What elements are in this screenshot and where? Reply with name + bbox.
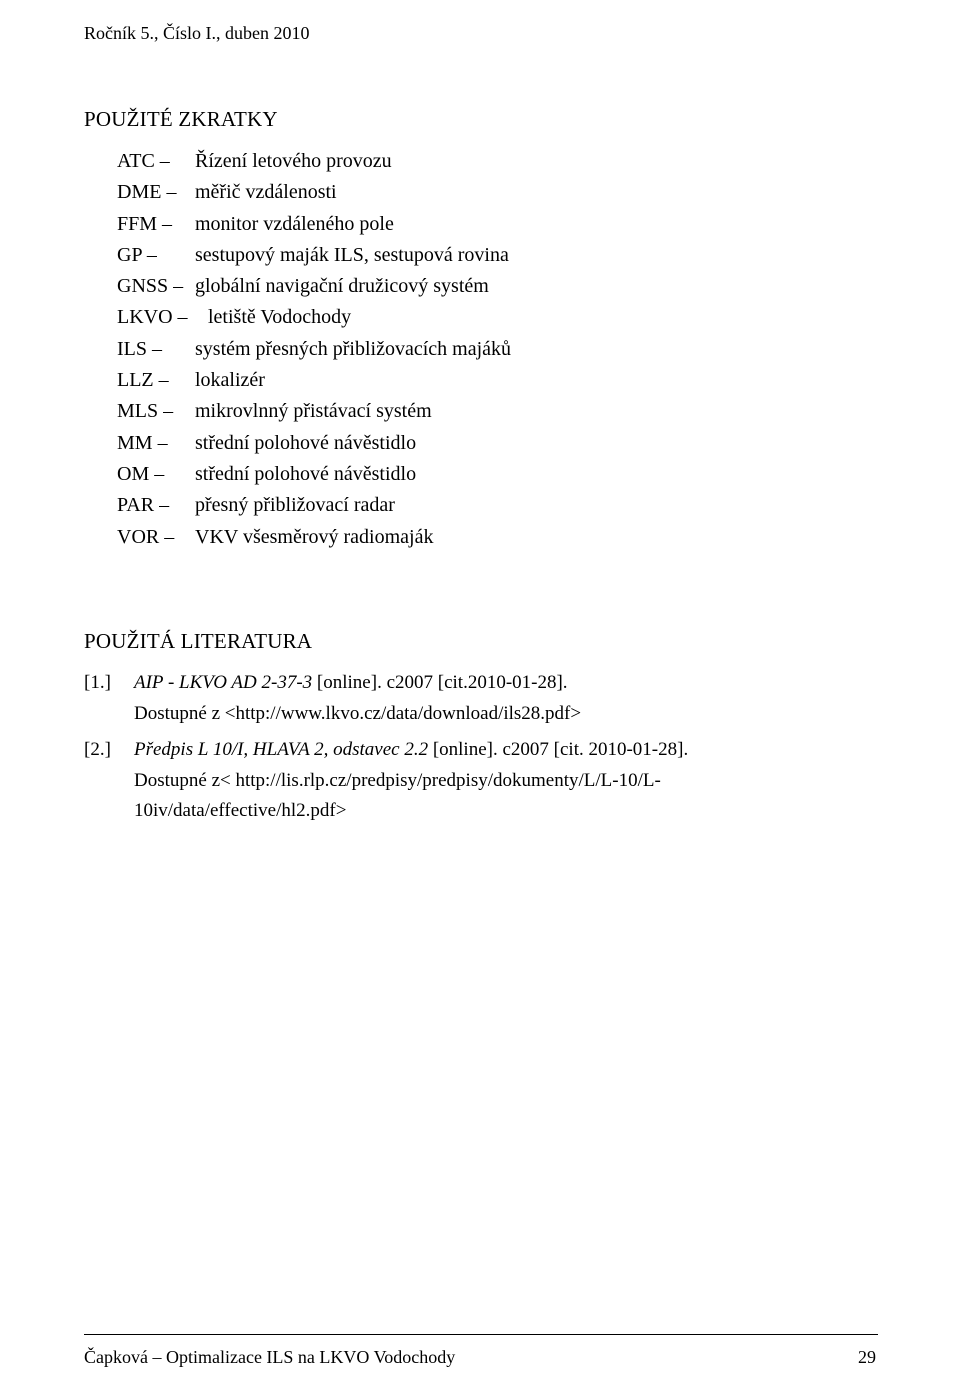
abbreviation-code: DME – (117, 181, 177, 204)
abbreviation-item (117, 365, 265, 396)
reference-first-line (134, 733, 814, 766)
abbreviation-description: přesný přibližovací radar (195, 494, 395, 517)
abbreviation-description: letiště Vodochody (208, 306, 352, 329)
reference-citation: [online]. c2007 [cit. 2010-01-28]. (428, 739, 689, 760)
abbreviation-item (117, 522, 434, 553)
abbreviation-code: PAR – (117, 494, 170, 517)
running-header: Ročník 5., Číslo I., duben 2010 (84, 23, 310, 43)
abbreviation-code: LKVO – (117, 306, 188, 329)
reference-link-line: Dostupné z< http://lis.rlp.cz/predpisy/predpisy/dokumenty/L/L-10/L- (134, 770, 661, 791)
abbreviation-item (117, 146, 392, 177)
abbreviation-item (117, 459, 417, 490)
abbreviation-description: střední polohové návěstidlo (195, 431, 417, 454)
abbreviation-code: GNSS – (117, 275, 184, 298)
abbreviation-code: MLS – (117, 400, 174, 423)
reference-citation: [online]. c2007 [cit.2010-01-28]. (312, 672, 568, 693)
abbreviation-code: MM – (117, 431, 168, 454)
abbreviation-description: systém přesných přibližovacích majáků (195, 337, 512, 360)
abbreviation-code: FFM – (117, 212, 173, 235)
page-number: 29 (858, 1347, 876, 1367)
footer-title: Čapková – Optimalizace ILS na LKVO Vodochody (84, 1347, 456, 1367)
abbreviation-description: globální navigační družicový systém (195, 275, 489, 298)
reference-title: AIP - LKVO AD 2-37-3 (134, 672, 313, 693)
abbreviation-item (117, 396, 432, 427)
abbreviation-item (117, 240, 509, 271)
abbreviation-code: GP – (117, 243, 157, 266)
abbreviation-item (117, 490, 395, 521)
abbreviation-item (117, 177, 337, 208)
reference-link-line: 10iv/data/effective/hl2.pdf> (134, 800, 347, 821)
abbreviation-code: VOR – (117, 525, 175, 548)
abbreviation-item (117, 209, 394, 240)
reference-number: [1.] (84, 672, 111, 693)
abbreviation-code: ILS – (117, 337, 162, 360)
reference-number: [2.] (84, 739, 111, 760)
abbreviation-description: střední polohové návěstidlo (195, 462, 417, 485)
abbreviation-item (117, 334, 512, 365)
reference-first-line (134, 666, 814, 699)
abbreviation-item (117, 428, 417, 459)
abbreviation-code: ATC – (117, 150, 170, 172)
reference-link-line: Dostupné z <http://www.lkvo.cz/data/download/ils28.pdf> (134, 703, 582, 724)
footer-divider (84, 1334, 878, 1335)
abbreviation-description: mikrovlnný přistávací systém (195, 400, 432, 423)
abbreviation-list (117, 146, 512, 553)
abbreviation-code: LLZ – (117, 369, 169, 392)
abbreviation-description: sestupový maják ILS, sestupová rovina (195, 243, 509, 266)
reference-body (134, 733, 814, 826)
abbreviation-description: Řízení letového provozu (195, 150, 392, 172)
reference-title: Předpis L 10/I, HLAVA 2, odstavec 2.2 (134, 739, 429, 760)
abbreviation-item (117, 271, 489, 302)
abbreviation-description: měřič vzdálenosti (195, 181, 337, 204)
abbreviation-description: lokalizér (195, 369, 265, 392)
literature-heading: POUŽITÁ LITERATURA (84, 629, 313, 653)
abbreviation-item (117, 302, 352, 333)
abbreviation-description: VKV všesměrový radiomaják (195, 525, 434, 548)
reference-body (134, 666, 814, 729)
abbreviation-code: OM – (117, 462, 165, 485)
abbreviation-description: monitor vzdáleného pole (195, 212, 394, 235)
abbreviations-heading: POUŽITÉ ZKRATKY (84, 107, 278, 131)
